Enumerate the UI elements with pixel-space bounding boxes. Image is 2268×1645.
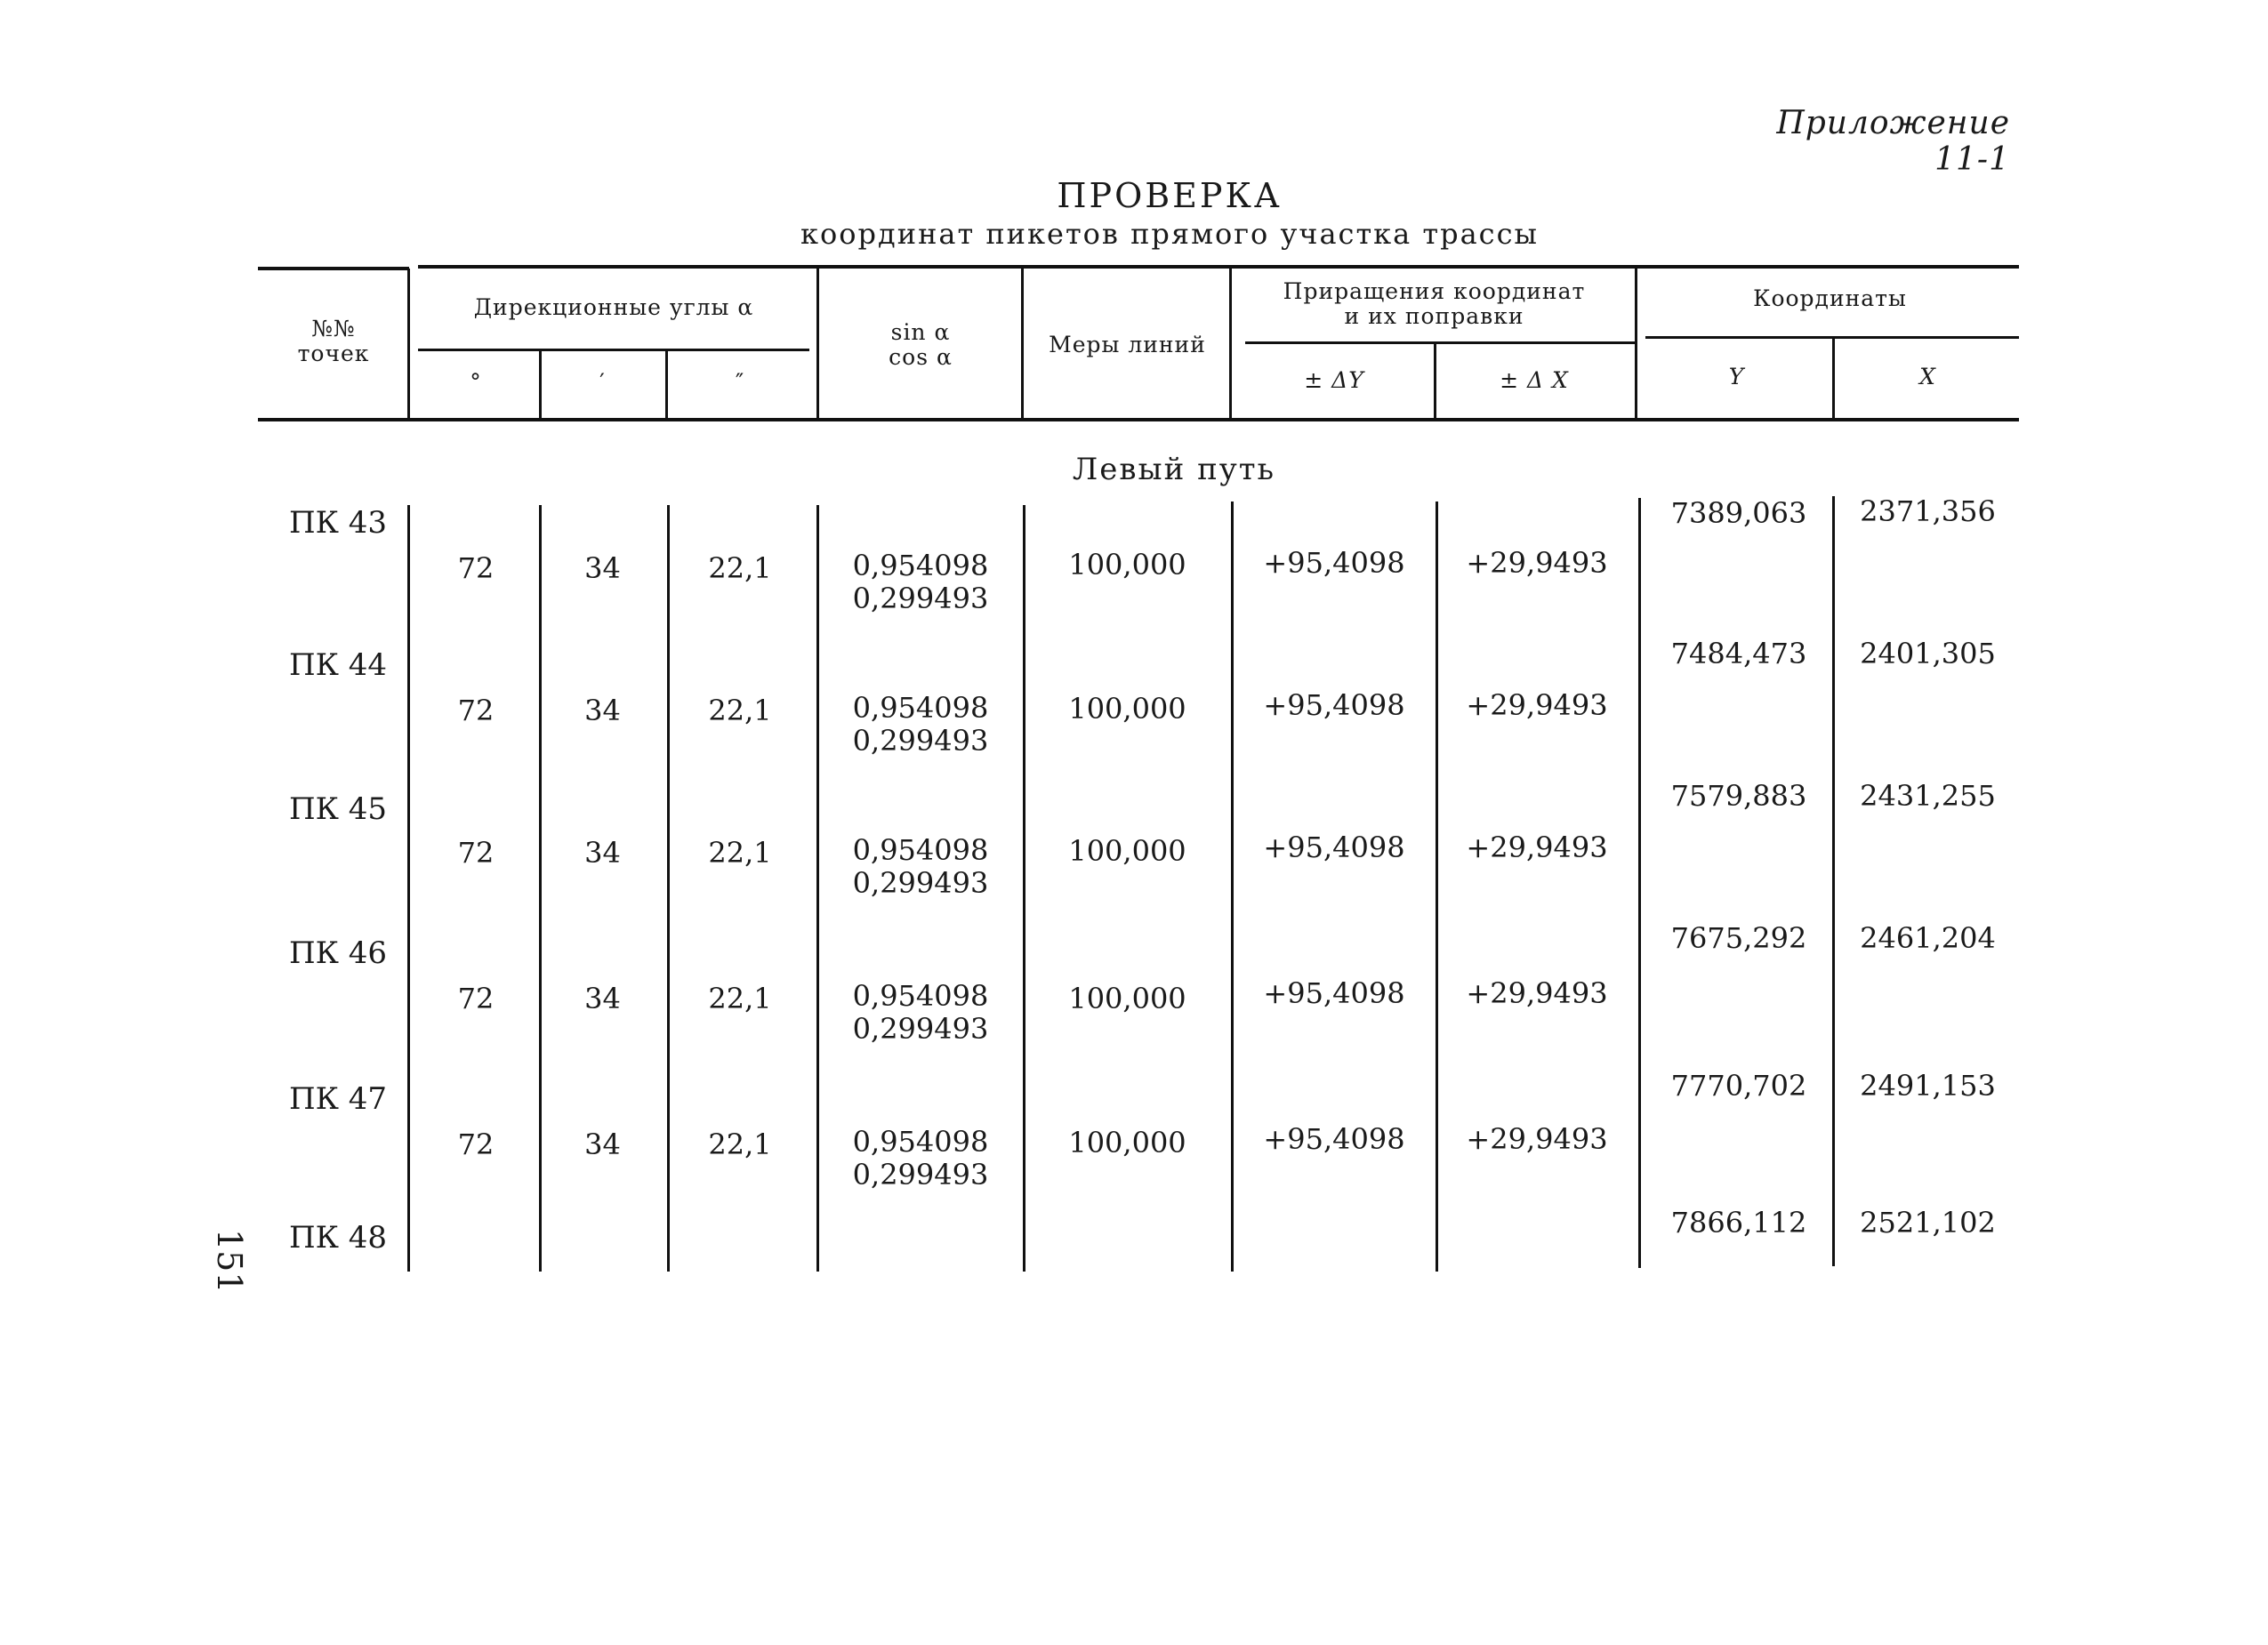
header-divider [407,269,410,418]
header-sin-cos: sin α cos α [889,319,953,370]
coord-y: 7484,473 [1670,637,1807,670]
column-line [1832,496,1835,1266]
point-name: ПК 44 [288,647,388,683]
header-top-rule [258,267,409,270]
header-dy: ± ΔY [1304,367,1364,393]
column-line [539,505,542,1272]
sin-cos-values: 0,954098 0,299493 [852,549,989,615]
angle-seconds: 22,1 [708,836,772,870]
coord-y: 7770,702 [1670,1069,1807,1103]
angle-degrees: 72 [457,836,495,870]
point-name: ПК 48 [288,1220,388,1256]
header-divider [1021,269,1024,418]
angle-degrees: 72 [457,551,495,585]
header-seconds: ″ [735,369,745,395]
header-angles: Дирекционные углы α [473,294,754,320]
coord-x: 2491,153 [1860,1069,1996,1103]
page-number: 151 [210,1229,249,1294]
header-points: №№ точек [297,316,370,366]
increment-dy: +95,4098 [1263,976,1405,1010]
angle-degrees: 72 [457,1127,495,1161]
header-increments: Приращения координат и их поправки [1283,278,1586,329]
angle-minutes: 34 [584,694,621,727]
header-divider [1832,338,1835,418]
section-label: Левый путь [1072,452,1276,487]
header-y: Y [1728,364,1745,389]
angle-degrees: 72 [457,694,495,727]
header-dx: ± Δ X [1500,367,1569,393]
angle-minutes: 34 [584,982,621,1015]
header-coords: Координаты [1753,285,1907,311]
coord-y: 7389,063 [1670,496,1807,530]
line-length: 100,000 [1068,834,1186,868]
angle-seconds: 22,1 [708,694,772,727]
increment-dy: +95,4098 [1263,546,1405,580]
line-length: 100,000 [1068,692,1186,726]
increment-dy: +95,4098 [1263,1122,1405,1156]
angle-seconds: 22,1 [708,982,772,1015]
point-name: ПК 45 [288,791,388,827]
header-bottom-rule [258,418,2019,421]
column-line [1023,505,1025,1272]
header-top-rule [418,265,2019,269]
header-degrees: ° [470,369,482,395]
point-name: ПК 47 [288,1081,388,1117]
increment-dx: +29,9493 [1466,831,1608,864]
line-length: 100,000 [1068,1126,1186,1160]
header-divider [1635,267,1637,418]
coord-x: 2461,204 [1860,921,1996,955]
angle-seconds: 22,1 [708,551,772,585]
header-divider [539,350,542,418]
sin-cos-values: 0,954098 0,299493 [852,833,989,900]
column-line [1231,502,1234,1272]
page-subtitle: координат пикетов прямого участка трассы [800,217,1539,251]
angle-minutes: 34 [584,836,621,870]
coord-y: 7579,883 [1670,779,1807,813]
coord-x: 2401,305 [1860,637,1996,670]
column-line [1436,502,1438,1272]
angle-degrees: 72 [457,982,495,1015]
coord-x: 2431,255 [1860,779,1996,813]
header-divider [1229,269,1232,418]
increment-dx: +29,9493 [1466,1122,1608,1156]
coord-y: 7866,112 [1670,1206,1807,1240]
angle-minutes: 34 [584,551,621,585]
line-length: 100,000 [1068,548,1186,582]
angle-minutes: 34 [584,1127,621,1161]
header-x: X [1919,364,1936,389]
header-divider [816,269,819,418]
increment-dx: +29,9493 [1466,546,1608,580]
increments-subrule [1245,341,1637,344]
point-name: ПК 43 [288,505,388,541]
increment-dy: +95,4098 [1263,831,1405,864]
line-length: 100,000 [1068,982,1186,1015]
header-lengths: Меры линий [1049,332,1206,357]
increment-dx: +29,9493 [1466,688,1608,722]
sin-cos-values: 0,954098 0,299493 [852,691,989,758]
increment-dy: +95,4098 [1263,688,1405,722]
sin-cos-values: 0,954098 0,299493 [852,1125,989,1192]
page-title: ПРОВЕРКА [1057,176,1283,215]
header-divider [665,350,668,418]
header-minutes: ′ [599,369,606,395]
appendix-label: Приложение 11-1 [1776,105,2010,178]
point-name: ПК 46 [288,935,388,971]
column-line [1638,498,1641,1268]
column-line [407,505,410,1272]
coord-x: 2521,102 [1860,1206,1996,1240]
column-line [816,505,819,1272]
sin-cos-values: 0,954098 0,299493 [852,979,989,1046]
coord-x: 2371,356 [1860,494,1996,528]
coord-y: 7675,292 [1670,921,1807,955]
angle-seconds: 22,1 [708,1127,772,1161]
angles-subrule [418,349,809,351]
increment-dx: +29,9493 [1466,976,1608,1010]
